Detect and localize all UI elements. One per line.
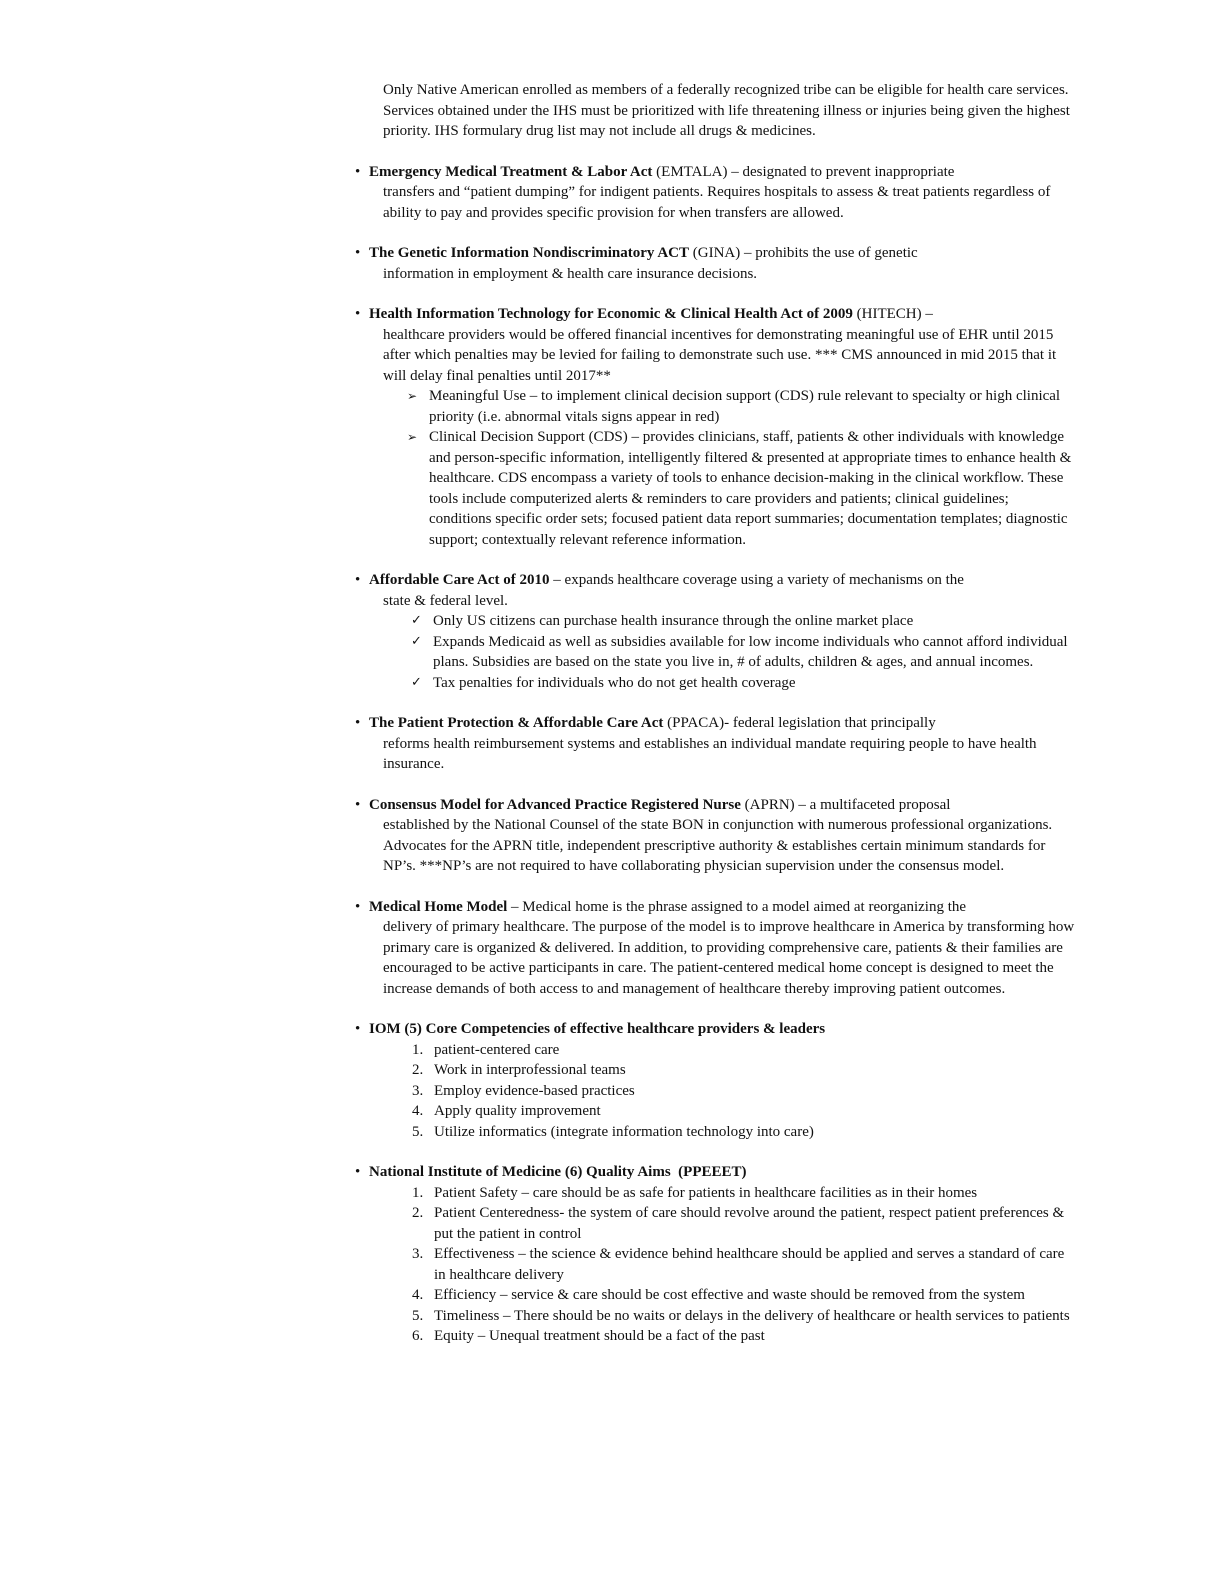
list-item [412, 1183, 1075, 1204]
section-title: Consensus Model for Advanced Practice Registered Nurse [369, 796, 741, 813]
section-body: delivery of primary healthcare. The purpose of the model is to improve healthcare in America by transforming how primary care is organized & delivered. In addition, to providing comprehensive care, patients & their families are encouraged to be active participants in care. The patient-centered medical home concept is designed to meet the increase demands of both access to and management of healthcare thereby improving patient outcomes. [383, 919, 1075, 997]
section-body: reforms health reimbursement systems and establishes an individual mandate requiring people to have health insurance. [383, 735, 1037, 772]
section-heading [355, 162, 1075, 183]
item-number: 2. [412, 1205, 424, 1221]
section-heading-rest: (EMTALA) – designated to prevent inappropriate [652, 163, 955, 180]
section-heading-rest: (APRN) – a multifaceted proposal [740, 796, 951, 813]
section-heading [355, 304, 1075, 325]
hitech-sublist [407, 386, 1075, 550]
item-number: 5. [412, 1123, 424, 1140]
list-item [412, 1203, 1075, 1244]
section-body: established by the National Counsel of the state BON in conjunction with numerous professional organizations. Advocates for the APRN title, independent prescriptive authority & establishes certain minimum standards for NP’s. ***NP’s are not required to have collaborating physician supervision under the consensus model. [383, 817, 1053, 874]
item-text: Work in interprofessional teams [434, 1062, 626, 1078]
list-item [412, 1081, 1075, 1102]
item-text: Apply quality improvement [434, 1103, 601, 1119]
list-item: ✓ Expands Medicaid as well as subsidies available for low income individuals who cannot afford individual plans. Subsidies are based on the state you live in, # of adults, children & ages, and annual incomes. [411, 632, 1075, 673]
item-number: 4. [412, 1103, 424, 1119]
aca-checklist [411, 611, 1075, 693]
item-text: Equity – Unequal treatment should be a fact of the past [434, 1328, 765, 1344]
section-body: state & federal level. [383, 592, 508, 609]
quality-aims-list [412, 1183, 1075, 1347]
list-item [412, 1326, 1075, 1347]
section-aprn [355, 795, 1075, 877]
section-heading-rest: (HITECH) – [852, 306, 933, 322]
list-item: ➢ Meaningful Use – to implement clinical decision support (CDS) rule relevant to specialty or high clinical priority (i.e. abnormal vitals signs appear in red) [407, 386, 1075, 427]
section-heading-rest: – Medical home is the phrase assigned to a model aimed at reorganizing the [507, 898, 967, 915]
section-title: The Patient Protection & Affordable Care Act [369, 715, 664, 731]
item-number: 3. [412, 1246, 424, 1262]
item-number: 5. [412, 1307, 424, 1324]
section-heading [355, 1019, 1075, 1040]
item-text: Employ evidence-based practices [434, 1082, 635, 1099]
iom-list [412, 1040, 1075, 1143]
section-body: transfers and “patient dumping” for indigent patients. Requires hospitals to assess & treat patients regardless of ability to pay and provides specific provision for when transfers are allowed. [383, 184, 1051, 221]
section-title: IOM (5) Core Competencies of effective healthcare providers & leaders [369, 1021, 826, 1037]
section-ppaca [355, 713, 1075, 775]
item-text: Patient Centeredness- the system of care should revolve around the patient, respect patient preferences & put the patient in control [434, 1205, 1065, 1242]
section-heading [355, 1162, 1075, 1183]
section-gina [355, 243, 1075, 284]
section-heading [355, 795, 1075, 816]
section-heading-rest: (PPACA)- federal legislation that principally [663, 715, 936, 731]
section-title: Medical Home Model [369, 898, 508, 915]
list-item: ➢ Clinical Decision Support (CDS) – provides clinicians, staff, patients & other individuals with knowledge and person-specific information, intelligently filtered & presented at appropriate times to enhance health & healthcare. CDS encompass a variety of tools to enhance decision-making in the clinical workflow. These tools include computerized alerts & reminders to care providers and patients; clinical guidelines; conditions specific order sets; focused patient data report summaries; documentation templates; diagnostic support; contextually relevant reference information. [407, 427, 1075, 550]
item-number: 1. [412, 1184, 424, 1201]
list-item: ✓ Tax penalties for individuals who do not get health coverage [411, 673, 1075, 694]
list-item [412, 1122, 1075, 1143]
section-emtala [355, 162, 1075, 224]
item-number: 4. [412, 1287, 424, 1303]
list-item [412, 1101, 1075, 1122]
section-body: healthcare providers would be offered financial incentives for demonstrating meaningful use of EHR until 2015 after which penalties may be levied for failing to demonstrate such use. *** CMS announced in mid 2015 that it will delay final penalties until 2017** [383, 326, 1057, 384]
list-item [412, 1060, 1075, 1081]
item-text: patient-centered care [434, 1041, 560, 1058]
list-item [412, 1285, 1075, 1306]
item-number: 3. [412, 1082, 424, 1099]
section-medical-home [355, 897, 1075, 1000]
list-item [412, 1244, 1075, 1285]
item-text: Patient Safety – care should be as safe for patients in healthcare facilities as in their homes [434, 1184, 978, 1201]
item-number: 6. [412, 1328, 424, 1344]
section-hitech [355, 304, 1075, 550]
item-text: Efficiency – service & care should be cost effective and waste should be removed from the system [434, 1287, 1025, 1303]
list-item: ✓ Only US citizens can purchase health insurance through the online market place [411, 611, 1075, 632]
section-heading-rest: – expands healthcare coverage using a variety of mechanisms on the [549, 572, 964, 588]
item-number: 2. [412, 1062, 424, 1078]
section-heading [355, 570, 1075, 591]
section-title: Health Information Technology for Economic & Clinical Health Act of 2009 [369, 306, 853, 322]
section-heading [355, 243, 1075, 264]
section-quality-aims [355, 1162, 1075, 1347]
section-title: The Genetic Information Nondiscriminatory ACT [369, 245, 689, 261]
section-iom [355, 1019, 1075, 1142]
list-item [412, 1040, 1075, 1061]
list-item [412, 1306, 1075, 1327]
document-page [355, 80, 1075, 1367]
section-heading [355, 897, 1075, 918]
section-title: Affordable Care Act of 2010 [369, 572, 550, 588]
item-number: 1. [412, 1041, 424, 1058]
item-text: Timeliness – There should be no waits or delays in the delivery of healthcare or health services to patients [434, 1307, 1070, 1324]
section-title: National Institute of Medicine (6) Quality Aims (PPEEET) [369, 1164, 747, 1180]
intro-paragraph: Only Native American enrolled as members of a federally recognized tribe can be eligible for health care services. Services obtained under the IHS must be prioritized with life threatening illness or injuries being given the highest priority. IHS formulary drug list may not include all drugs & medicines. [383, 82, 1070, 139]
section-heading [355, 713, 1075, 734]
item-text: Utilize informatics (integrate information technology into care) [434, 1123, 814, 1140]
item-text: Effectiveness – the science & evidence behind healthcare should be applied and serves a standard of care in healthcare delivery [434, 1246, 1065, 1283]
section-body: information in employment & health care insurance decisions. [383, 265, 758, 282]
section-aca [355, 570, 1075, 693]
section-title: Emergency Medical Treatment & Labor Act [369, 163, 653, 180]
section-heading-rest: (GINA) – prohibits the use of genetic [689, 245, 918, 261]
